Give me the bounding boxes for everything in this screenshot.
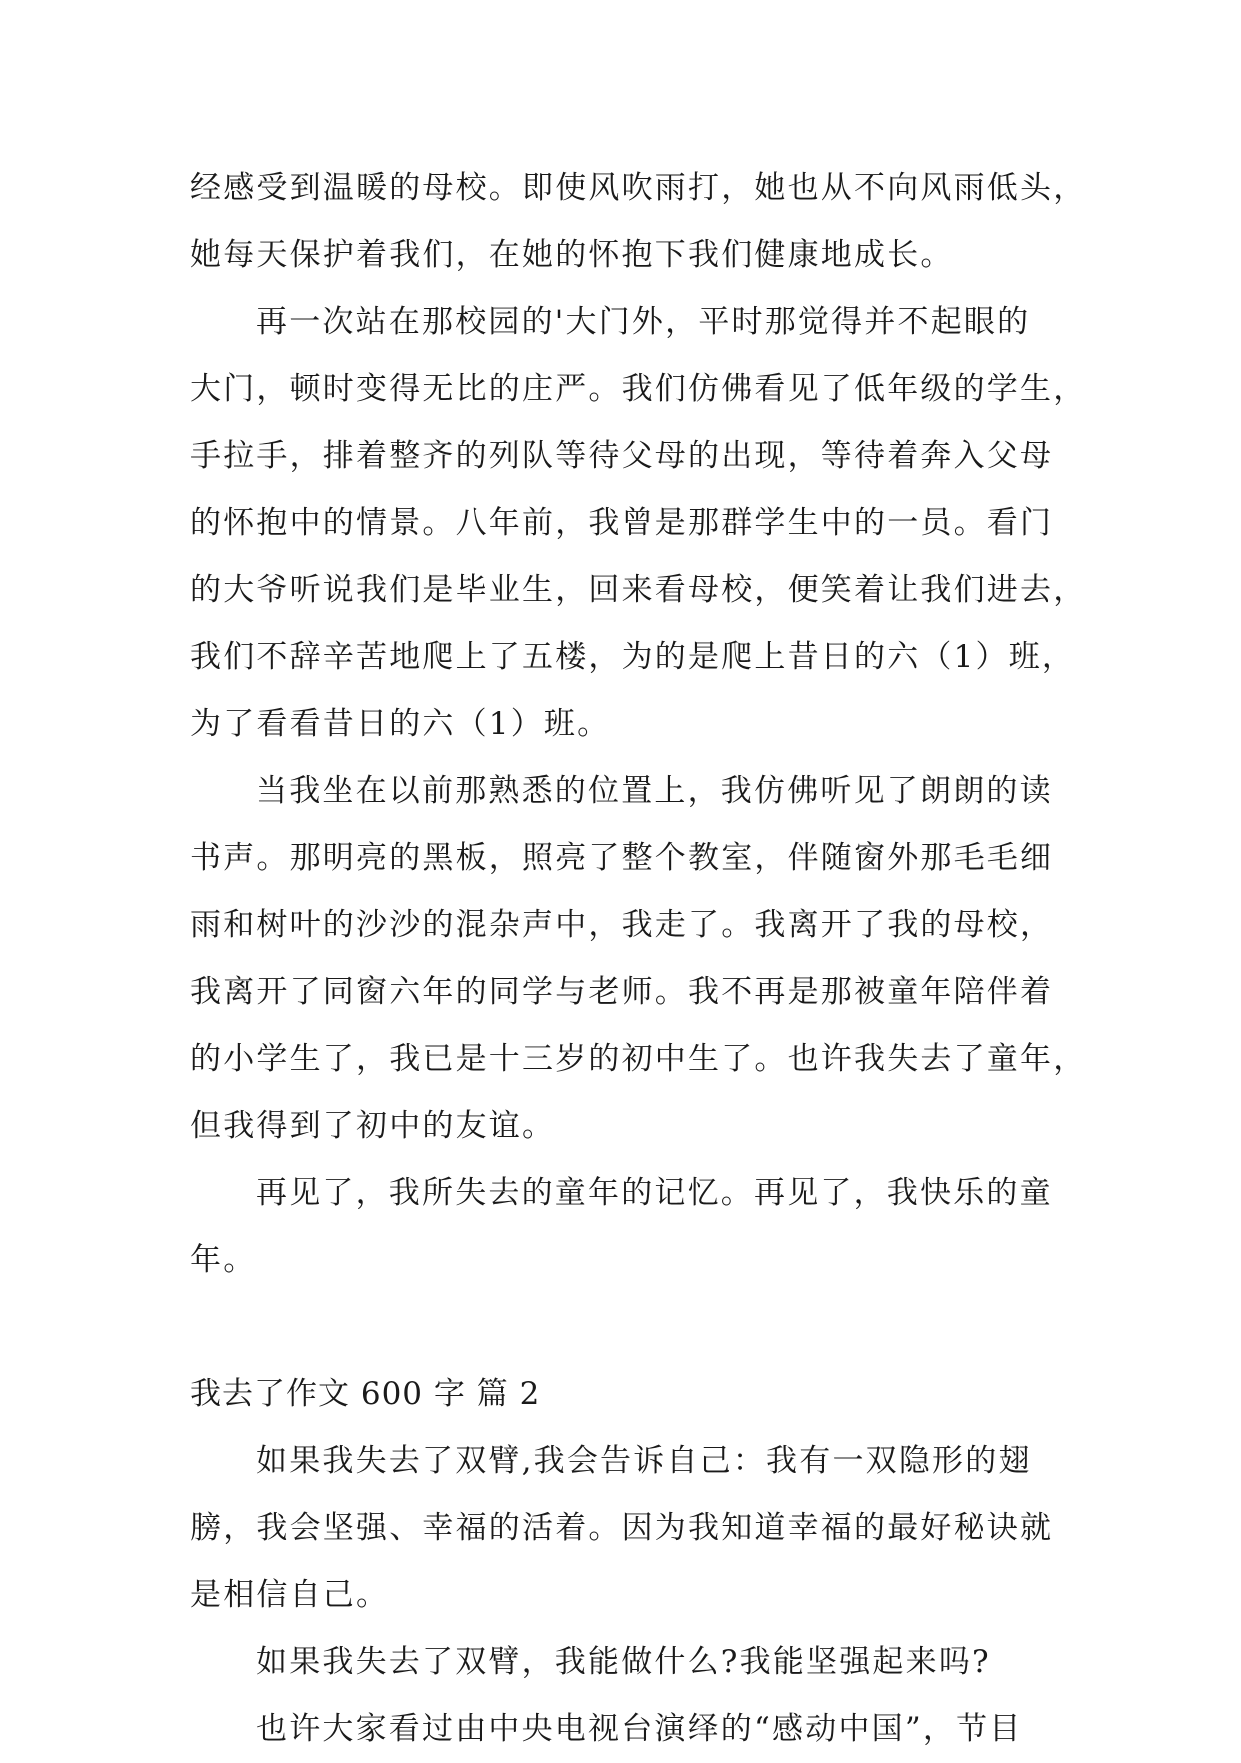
text-line: 为了看看昔日的六（1）班。 xyxy=(190,706,611,742)
text-line: 书声。那明亮的黑板，照亮了整个教室，伴随窗外那毛毛细 xyxy=(190,840,1054,876)
paragraph xyxy=(190,1428,1060,1629)
paragraph xyxy=(190,1696,1060,1763)
text-line: 是相信自己。 xyxy=(190,1577,390,1613)
document-page xyxy=(190,155,1087,1763)
text-line: 但我得到了初中的友谊。 xyxy=(190,1108,556,1144)
text-line: 也许大家看过由中央电视台演绎的“感动中国”，节目 xyxy=(256,1711,1023,1747)
text-line: 再一次站在那校园的'大门外，平时那觉得并不起眼的 xyxy=(256,304,1031,340)
text-line: 的小学生了，我已是十三岁的初中生了。也许我失去了童年， xyxy=(190,1041,1087,1077)
text-line: 大门，顿时变得无比的庄严。我们仿佛看见了低年级的学生， xyxy=(190,371,1087,407)
paragraph xyxy=(190,155,1087,289)
text-line: 的怀抱中的情景。八年前，我曾是那群学生中的一员。看门 xyxy=(190,505,1054,541)
text-line: 她每天保护着我们，在她的怀抱下我们健康地成长。 xyxy=(190,237,954,273)
paragraph xyxy=(190,289,1087,758)
paragraph xyxy=(190,1160,1060,1294)
section-heading xyxy=(190,1361,1060,1428)
text-line: 再见了，我所失去的童年的记忆。再见了，我快乐的童 xyxy=(256,1175,1053,1211)
text-line: 如果我失去了双臂,我会告诉自己：我有一双隐形的翅 xyxy=(256,1443,1032,1479)
text-line: 雨和树叶的沙沙的混杂声中，我走了。我离开了我的母校， xyxy=(190,907,1054,943)
heading-text: 我去了作文 600 字 篇 2 xyxy=(190,1376,541,1412)
text-line: 当我坐在以前那熟悉的位置上，我仿佛听见了朗朗的读 xyxy=(256,773,1053,809)
text-line: 膀，我会坚强、幸福的活着。因为我知道幸福的最好秘诀就 xyxy=(190,1510,1054,1546)
text-line: 年。 xyxy=(190,1242,257,1278)
text-line: 的大爷听说我们是毕业生，回来看母校，便笑着让我们进去， xyxy=(190,572,1087,608)
paragraph xyxy=(190,758,1087,1160)
blank-line xyxy=(190,1294,1060,1361)
text-line: 手拉手，排着整齐的列队等待父母的出现，等待着奔入父母 xyxy=(190,438,1054,474)
text-line: 经感受到温暖的母校。即使风吹雨打，她也从不向风雨低头， xyxy=(190,170,1087,206)
text-line: 如果我失去了双臂，我能做什么?我能坚强起来吗? xyxy=(256,1644,991,1680)
paragraph xyxy=(190,1629,1060,1696)
text-line: 我离开了同窗六年的同学与老师。我不再是那被童年陪伴着 xyxy=(190,974,1054,1010)
text-line: 我们不辞辛苦地爬上了五楼，为的是爬上昔日的六（1）班， xyxy=(190,639,1076,675)
